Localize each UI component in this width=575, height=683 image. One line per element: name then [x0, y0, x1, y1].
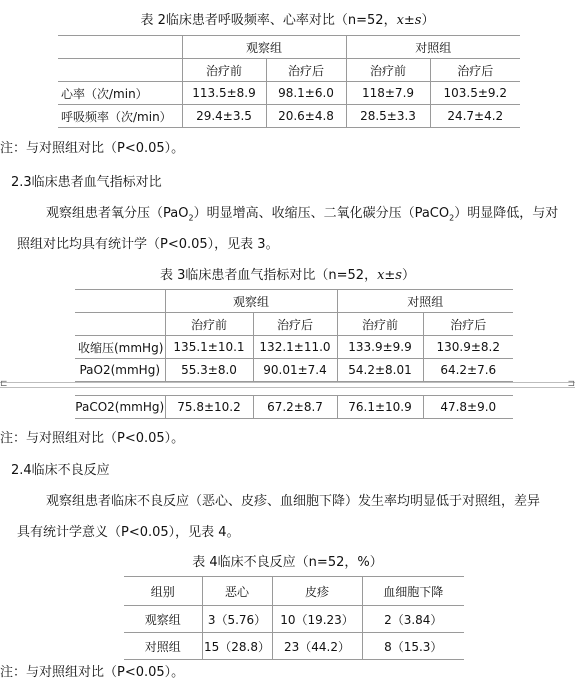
- table-cell: 20.6±4.8: [266, 105, 346, 128]
- table-cell: 10（19.23）: [272, 606, 362, 633]
- table-cell: 55.3±8.0: [165, 359, 253, 382]
- table-cell: 133.9±9.9: [337, 336, 423, 359]
- page-break-right-marker-icon: ⊐: [567, 379, 575, 389]
- table-row: [58, 105, 520, 128]
- table-cell: 23（44.2）: [272, 633, 362, 660]
- table3-header-before: 治疗前: [165, 313, 253, 336]
- table3-group-ctl: 对照组: [337, 290, 513, 313]
- table-cell: 118±7.9: [346, 82, 430, 105]
- table2-header-before: 治疗前: [182, 59, 266, 82]
- table-cell: 2（3.84）: [362, 606, 464, 633]
- table-cell: 15（28.8）: [202, 633, 272, 660]
- table3: [75, 289, 513, 382]
- table3-header-before: 治疗前: [337, 313, 423, 336]
- table-cell: 132.1±11.0: [253, 336, 337, 359]
- paragraph-2-3-line1: 观察组患者氧分压（PaO$_2$）明显增高、收缩压、二氧化碳分压（PaCO$_2$）明显降低，与对: [46, 206, 559, 223]
- paragraph-2-4-line2: 具有统计学意义（P<0.05），见表 4。: [17, 525, 240, 540]
- row-label: 收缩压(mmHg): [75, 336, 165, 359]
- table-cell: 67.2±8.7: [253, 396, 337, 419]
- table-cell: 24.7±4.2: [430, 105, 520, 128]
- table4: [124, 576, 464, 660]
- table3-continued: [75, 395, 513, 419]
- table-row: [75, 396, 513, 419]
- table2-group-obs: 观察组: [182, 36, 346, 59]
- table3-caption: 表 3临床患者血气指标对比（n=52，x±s）: [160, 268, 415, 283]
- table2-note: 注：与对照组对比（P<0.05）。: [0, 141, 185, 156]
- page-break-left-marker-icon: ⊏: [0, 379, 8, 389]
- table4-header-blood-cell: 血细胞下降: [362, 577, 464, 606]
- paragraph-2-4-line1: 观察组患者临床不良反应（恶心、皮疹、血细胞下降）发生率均明显低于对照组，差异: [46, 494, 541, 509]
- table4-header-rash: 皮疹: [272, 577, 362, 606]
- row-label: PaO2(mmHg): [75, 359, 165, 382]
- table-cell: 130.9±8.2: [423, 336, 513, 359]
- table4-caption: 表 4临床不良反应（n=52，%）: [192, 555, 383, 570]
- table-row: [124, 633, 464, 660]
- table-row: [75, 359, 513, 382]
- table4-note: 注：与对照组对比（P<0.05）。: [0, 665, 185, 680]
- table2: [58, 35, 520, 128]
- table-cell: 64.2±7.6: [423, 359, 513, 382]
- table2-header-before: 治疗前: [346, 59, 430, 82]
- table2-header-after: 治疗后: [266, 59, 346, 82]
- table-cell: 75.8±10.2: [165, 396, 253, 419]
- section-2-4-heading: 2.4临床不良反应: [11, 463, 110, 478]
- table-cell: 29.4±3.5: [182, 105, 266, 128]
- table2-group-ctl: 对照组: [346, 36, 520, 59]
- table-cell: 76.1±10.9: [337, 396, 423, 419]
- row-label: 呼吸频率（次/min）: [58, 105, 182, 128]
- table-cell: 3（5.76）: [202, 606, 272, 633]
- table-cell: 98.1±6.0: [266, 82, 346, 105]
- table-cell: 47.8±9.0: [423, 396, 513, 419]
- row-label: 心率（次/min）: [58, 82, 182, 105]
- paragraph-2-3-line2: 照组对比均具有统计学（P<0.05），见表 3。: [17, 237, 279, 252]
- table-cell: 28.5±3.3: [346, 105, 430, 128]
- table3-group-obs: 观察组: [165, 290, 337, 313]
- table-cell: 113.5±8.9: [182, 82, 266, 105]
- table3-note: 注：与对照组对比（P<0.05）。: [0, 431, 185, 446]
- table2-caption: 表 2临床患者呼吸频率、心率对比（n=52，x±s）: [140, 13, 435, 28]
- table4-header-group: 组别: [124, 577, 202, 606]
- row-label: 观察组: [124, 606, 202, 633]
- table3-header-after: 治疗后: [253, 313, 337, 336]
- table3-header-after: 治疗后: [423, 313, 513, 336]
- table-cell: 135.1±10.1: [165, 336, 253, 359]
- table-row: [75, 336, 513, 359]
- row-label: PaCO2(mmHg): [75, 396, 165, 419]
- table-row: [58, 82, 520, 105]
- table-row: [124, 606, 464, 633]
- table-cell: 8（15.3）: [362, 633, 464, 660]
- section-2-3-heading: 2.3临床患者血气指标对比: [11, 175, 162, 190]
- table-cell: 103.5±9.2: [430, 82, 520, 105]
- table2-header-after: 治疗后: [430, 59, 520, 82]
- page-break-separator: [0, 380, 575, 390]
- table-cell: 54.2±8.01: [337, 359, 423, 382]
- table-cell: 90.01±7.4: [253, 359, 337, 382]
- table4-header-nausea: 恶心: [202, 577, 272, 606]
- row-label: 对照组: [124, 633, 202, 660]
